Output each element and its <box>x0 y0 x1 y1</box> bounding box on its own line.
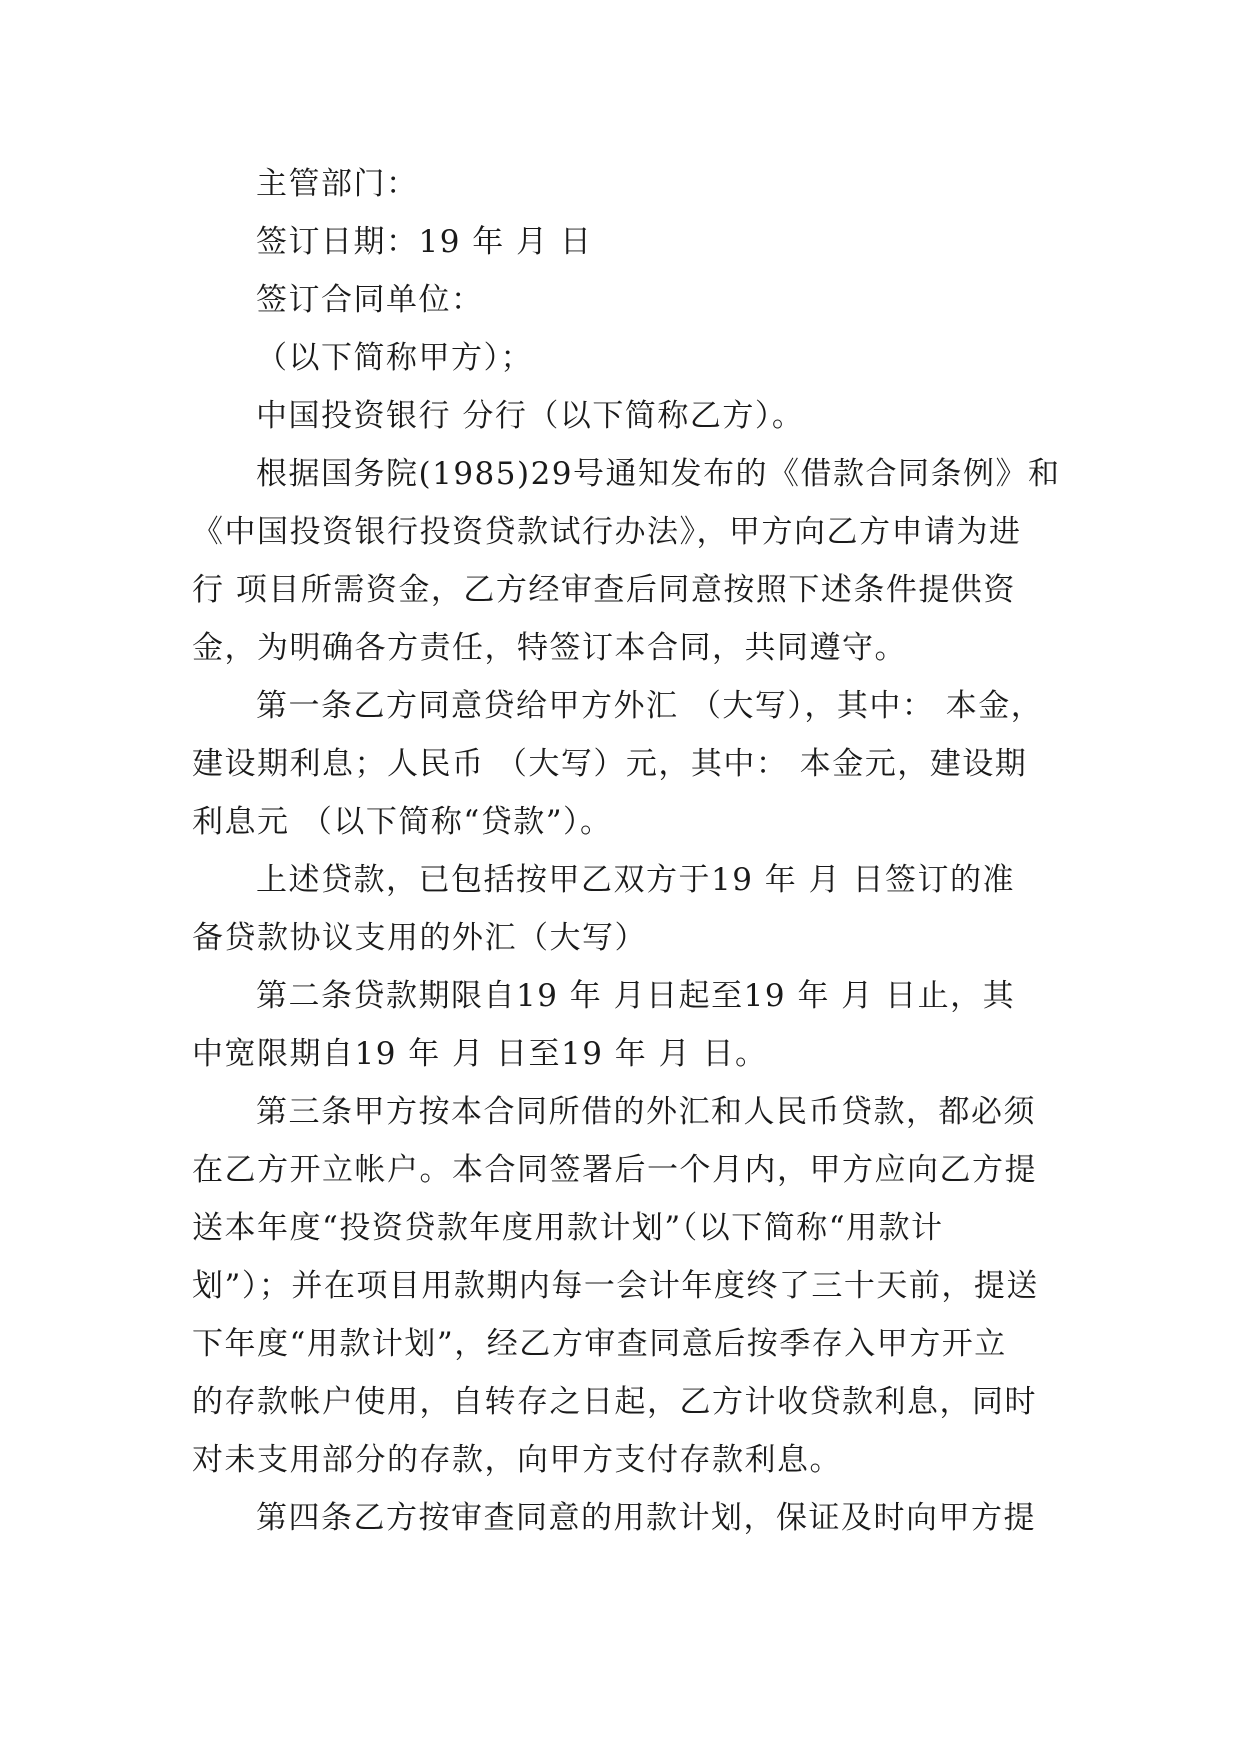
text-line-article-2-a: 第二条贷款期限自19 年 月日起至19 年 月 日止，其 <box>256 978 1016 1014</box>
text-line-article-3-c: 送本年度“投资贷款年度用款计划”（以下简称“用款计 <box>192 1210 944 1246</box>
text-line-loan-note-a: 上述贷款，已包括按甲乙双方于19 年 月 日签订的准 <box>256 862 1016 898</box>
text-line-article-1-a: 第一条乙方同意贷给甲方外汇 （大写），其中： 本金， <box>256 688 1044 724</box>
text-line-article-1-b: 建设期利息；人民币 （大写）元，其中： 本金元，建设期 <box>192 746 1028 782</box>
text-line-signing-date: 签订日期：19 年 月 日 <box>256 224 593 260</box>
text-line-article-2-b: 中宽限期自19 年 月 日至19 年 月 日。 <box>192 1036 768 1072</box>
text-line-loan-note-b: 备贷款协议支用的外汇（大写） <box>192 920 647 956</box>
text-line-article-3-b: 在乙方开立帐户。本合同签署后一个月内，甲方应向乙方提 <box>192 1152 1037 1188</box>
text-line-article-3-a: 第三条甲方按本合同所借的外汇和人民币贷款，都必须 <box>256 1094 1036 1130</box>
text-line-supervising-department: 主管部门： <box>256 166 419 202</box>
text-line-preamble-2: 《中国投资银行投资贷款试行办法》，甲方向乙方申请为进 <box>192 514 1022 550</box>
text-line-party-b: 中国投资银行 分行（以下简称乙方）。 <box>256 398 805 434</box>
text-line-preamble-4: 金，为明确各方责任，特签订本合同，共同遵守。 <box>192 630 907 666</box>
text-line-article-4-a: 第四条乙方按审查同意的用款计划，保证及时向甲方提 <box>256 1500 1036 1536</box>
text-line-article-3-e: 下年度“用款计划”，经乙方审查同意后按季存入甲方开立 <box>192 1326 1007 1362</box>
text-line-contracting-unit: 签订合同单位： <box>256 282 484 318</box>
text-line-preamble-1: 根据国务院(1985)29号通知发布的《借款合同条例》和 <box>256 456 1061 492</box>
text-line-party-a: （以下简称甲方）； <box>256 340 533 376</box>
text-line-preamble-3: 行 项目所需资金，乙方经审查后同意按照下述条件提供资 <box>192 572 1016 608</box>
text-line-article-3-f: 的存款帐户使用，自转存之日起，乙方计收贷款利息，同时 <box>192 1384 1037 1420</box>
text-line-article-3-d: 划”）；并在项目用款期内每一会计年度终了三十天前，提送 <box>192 1268 1039 1304</box>
text-line-article-3-g: 对未支用部分的存款，向甲方支付存款利息。 <box>192 1442 842 1478</box>
text-line-article-1-c: 利息元 （以下简称“贷款”）。 <box>192 804 613 840</box>
